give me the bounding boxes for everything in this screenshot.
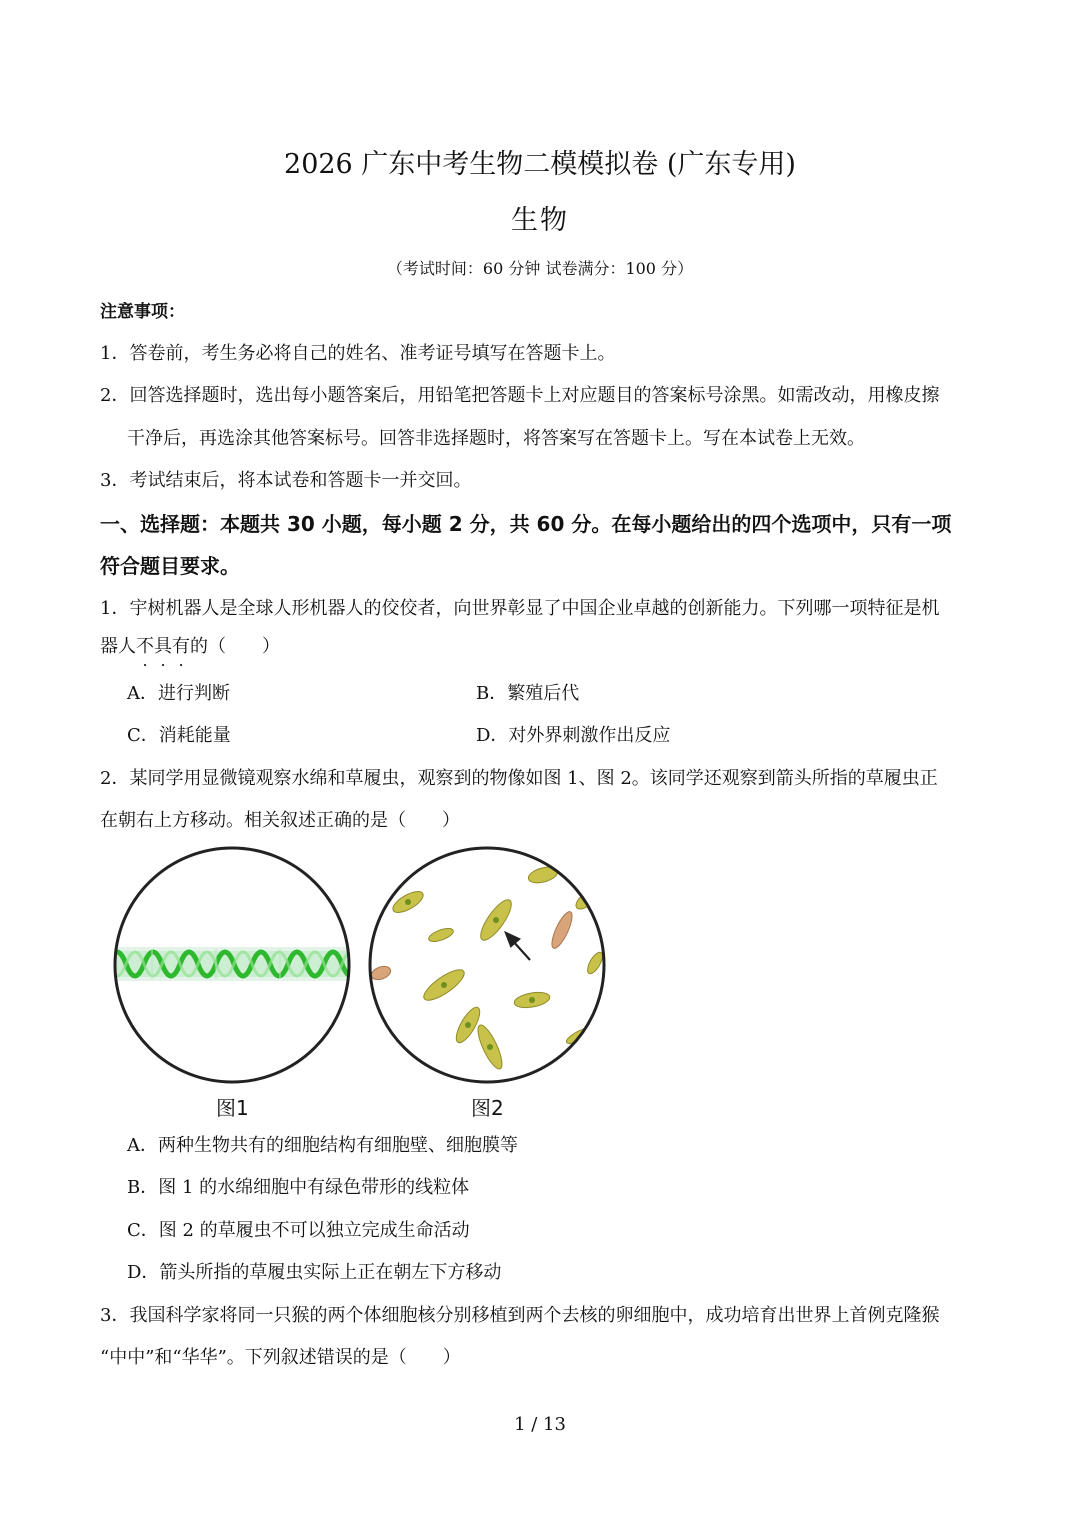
question-1-stem-cont <box>100 632 280 658</box>
q1-option-c: C．消耗能量 <box>127 725 231 746</box>
page-number: 1 / 13 <box>514 1414 566 1435</box>
emphasis-char: 具 <box>154 636 172 657</box>
question-3-stem: 3．我国科学家将同一只猴的两个体细胞核分别移植到两个去核的卵细胞中，成功培育出世界上首例克隆猴 <box>100 1305 940 1326</box>
q2-option-c: C．图 2 的草履虫不可以独立完成生命活动 <box>127 1220 470 1241</box>
subject-heading: 生物 <box>511 205 569 236</box>
q1-option-b: B．繁殖后代 <box>476 683 580 704</box>
paramecium-view <box>370 864 606 1071</box>
exam-title: 2026 广东中考生物二模模拟卷 (广东专用) <box>284 149 796 180</box>
q1-option-a: A．进行判断 <box>127 683 230 704</box>
stem-text: 器人 <box>100 636 136 657</box>
exam-info: （考试时间：60 分钟 试卷满分：100 分） <box>386 259 694 278</box>
section-heading-cont: 符合题目要求。 <box>100 554 240 578</box>
spirogyra-view <box>108 947 368 981</box>
notice-item-2: 2．回答选择题时，选出每小题答案后，用铅笔把答题卡上对应题目的答案标号涂黑。如需改动，用橡皮擦 <box>100 385 940 406</box>
question-3-stem-cont: “中中”和“华华”。下列叙述错误的是（ ） <box>100 1347 461 1368</box>
notice-item-3: 3．考试结束后，将本试卷和答题卡一并交回。 <box>100 470 472 491</box>
q2-option-d: D．箭头所指的草履虫实际上正在朝左下方移动 <box>127 1262 502 1283</box>
stem-text: 的（ ） <box>190 636 280 657</box>
question-1-stem: 1．宇树机器人是全球人形机器人的佼佼者，向世界彰显了中国企业卓越的创新能力。下列哪一项特征是机 <box>100 598 940 619</box>
microscope-views-illustration <box>108 845 613 1085</box>
question-2-stem-cont: 在朝右上方移动。相关叙述正确的是（ ） <box>100 810 460 831</box>
q1-option-d: D．对外界刺激作出反应 <box>476 725 671 746</box>
notice-item-2-cont: 干净后，再选涂其他答案标号。回答非选择题时，将答案写在答题卡上。写在本试卷上无效。 <box>127 428 865 449</box>
emphasis-char: 有 <box>172 636 190 657</box>
section-heading: 一、选择题：本题共 30 小题，每小题 2 分，共 60 分。在每小题给出的四个选项中，只有一项 <box>100 512 952 536</box>
question-2-stem: 2．某同学用显微镜观察水绵和草履虫，观察到的物像如图 1、图 2。该同学还观察到箭头所指的草履虫正 <box>100 768 938 789</box>
notice-heading: 注意事项： <box>100 302 185 322</box>
q2-option-b: B．图 1 的水绵细胞中有绿色带形的线粒体 <box>127 1177 470 1198</box>
q2-option-a: A．两种生物共有的细胞结构有细胞壁、细胞膜等 <box>127 1135 518 1156</box>
notice-item-1: 1．答卷前，考生务必将自己的姓名、准考证号填写在答题卡上。 <box>100 343 616 364</box>
arrow-pointer <box>506 933 530 960</box>
emphasis-char: 不 <box>136 636 154 657</box>
figure-1-label: 图1 <box>216 1096 249 1120</box>
microscope-figure <box>108 845 613 1120</box>
figure-2-label: 图2 <box>471 1096 504 1120</box>
